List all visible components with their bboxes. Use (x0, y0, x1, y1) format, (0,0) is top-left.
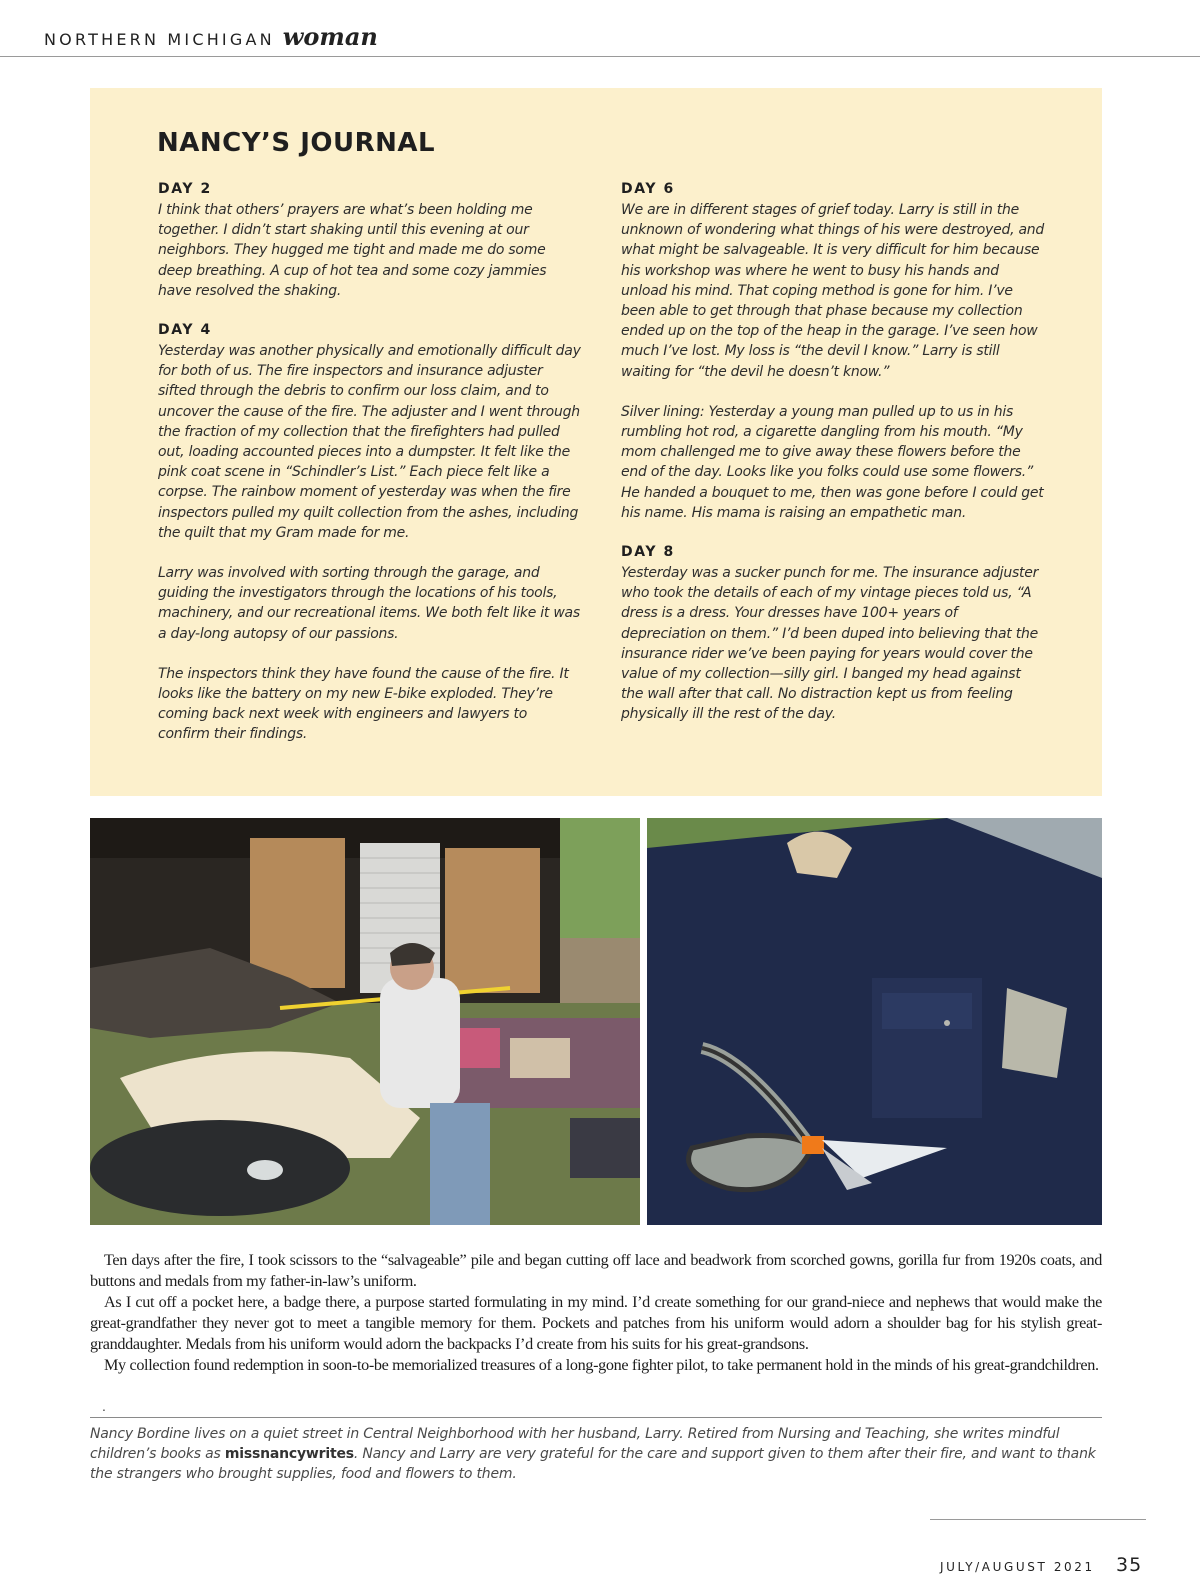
photo-salvaging-quilts (90, 818, 640, 1225)
page-number: 35 (1116, 1554, 1143, 1576)
journal-box (90, 88, 1102, 796)
journal-entry-day-8 (621, 543, 1046, 725)
entry-paragraph: We are in different stages of grief today. Larry is still in the unknown of wondering what things of his were destroyed, and what might be salvageable. It is very difficult for him because his workshop was where he went to busy his hands and unload his mind. That coping method is gone for him. I’ve been able to get through that phase because my collection ended up on the top of the heap in the garage. I’ve seen how much I’ve lost. My loss is “the devil I know.” Larry is still waiting for “the devil he doesn’t know.” (621, 202, 1045, 380)
journal-column-right (621, 180, 1046, 745)
photo-uniform-and-scissors (647, 818, 1102, 1225)
entry-day-label: DAY 2 (158, 181, 212, 197)
entry-paragraph: Yesterday was another physically and emotionally difficult day for both of us. The fire inspectors and insurance adjuster sifted through the debris to confirm our loss claim, and to uncover the cause of the fire. The adjuster and I went through the fraction of my collection that the firefighters had pulled out, loading accounted pieces into a dumpster. It felt like the pink coat scene in “Schindler’s List.” Each piece felt like a corpse. The rainbow moment of yesterday was when the fire inspectors pulled my quilt collection from the ashes, including the quilt that my Gram made for me. (158, 343, 581, 541)
photo-salvaging-quilts-illustration (90, 818, 640, 1225)
body-paragraph: Ten days after the fire, I took scissors to the “salvageable” pile and began cutting off lace and beadwork from scorched gowns, gorilla fur from 1920s coats, and buttons and medals from my father-in-law’s uniform. (90, 1251, 1102, 1290)
entry-paragraph: Yesterday was a sucker punch for me. The insurance adjuster who took the details of each of my vintage pieces told us, “A dress is a dress. Your dresses have 100+ years of depreciation on them.” I’d been duped into believing that the insurance rider we’ve been paying for years would cover the value of my collection—silly girl. I banged my head against the wall after that call. No distraction kept us from feeling physically ill the rest of the day. (621, 565, 1039, 723)
journal-entry-day-2 (158, 180, 582, 301)
entry-paragraph: Larry was involved with sorting through the garage, and guiding the investigators through the locations of his tools, machinery, and our recreational items. We both felt like it was a day-long autopsy of our passions. (158, 565, 580, 642)
body-paragraph: As I cut off a pocket here, a badge there, a purpose started formulating in my mind. I’d create something for our grand-niece and nephews that would make the great-grandfather they never got to meet a tangible memory for them. Pockets and patches from his uniform would adorn a shoulder bag for his stylish great-granddaughter. Medals from his uniform would adorn the backpacks I’d create from his suits for his great-grandsons. (90, 1293, 1102, 1353)
entry-day-label: DAY 6 (621, 181, 675, 197)
header-rule (0, 56, 1200, 57)
publication-script-name: woman (282, 22, 378, 51)
body-paragraph: My collection found redemption in soon-to-be memorialized treasures of a long-gone fighter pilot, to take permanent hold in the minds of his great-grandchildren. (104, 1356, 1099, 1374)
photo-uniform-and-scissors-illustration (647, 818, 1102, 1225)
entry-day-label: DAY 4 (158, 322, 212, 339)
footer-rule (930, 1519, 1146, 1520)
bio-rule (90, 1417, 1102, 1418)
journal-title: NANCY’S JOURNAL (157, 128, 436, 158)
bio-handle: missnancywrites (224, 1446, 354, 1462)
journal-column-left (158, 180, 582, 765)
issue-date: JULY/AUGUST 2021 (940, 1560, 1095, 1574)
entry-paragraph: The inspectors think they have found the cause of the fire. It looks like the battery on my new E-bike exploded. They’re coming back next week with engineers and lawyers to confirm their findings. (158, 665, 569, 743)
article-body (90, 1250, 1102, 1376)
entry-paragraph: I think that others’ prayers are what’s been holding me together. I didn’t start shaking until this evening at our neighbors. They hugged me tight and made me do some deep breathing. A cup of hot tea and some cozy jammies have resolved the shaking. (158, 202, 547, 299)
body-end-mark: . (102, 1398, 106, 1414)
bio-text-end: . Nancy and Larry are very grateful for the care and support given to them after their fire, and want to thank the strangers who brought supplies, food and flowers to them. (90, 1446, 1096, 1482)
bio-text-start: Nancy Bordine lives on a quiet street in Central Neighborhood with her husband, Larry. Retired from Nursing and Teaching, she writes mindful children’s books as (90, 1426, 1060, 1462)
entry-day-label: DAY 8 (621, 544, 675, 561)
journal-entry-day-6 (621, 180, 1046, 523)
publication-name: NORTHERN MICHIGAN (44, 30, 275, 49)
publication-logo (44, 22, 378, 56)
author-bio (90, 1424, 1102, 1484)
journal-entry-day-4 (158, 321, 582, 745)
entry-paragraph: Silver lining: Yesterday a young man pulled up to us in his rumbling hot rod, a cigarette dangling from his mouth. “My mom challenged me to give away these flowers before the end of the day. Looks like you folks could use some flowers.” He handed a bouquet to me, then was gone before I could get his name. His mama is raising an empathetic man. (621, 403, 1044, 521)
